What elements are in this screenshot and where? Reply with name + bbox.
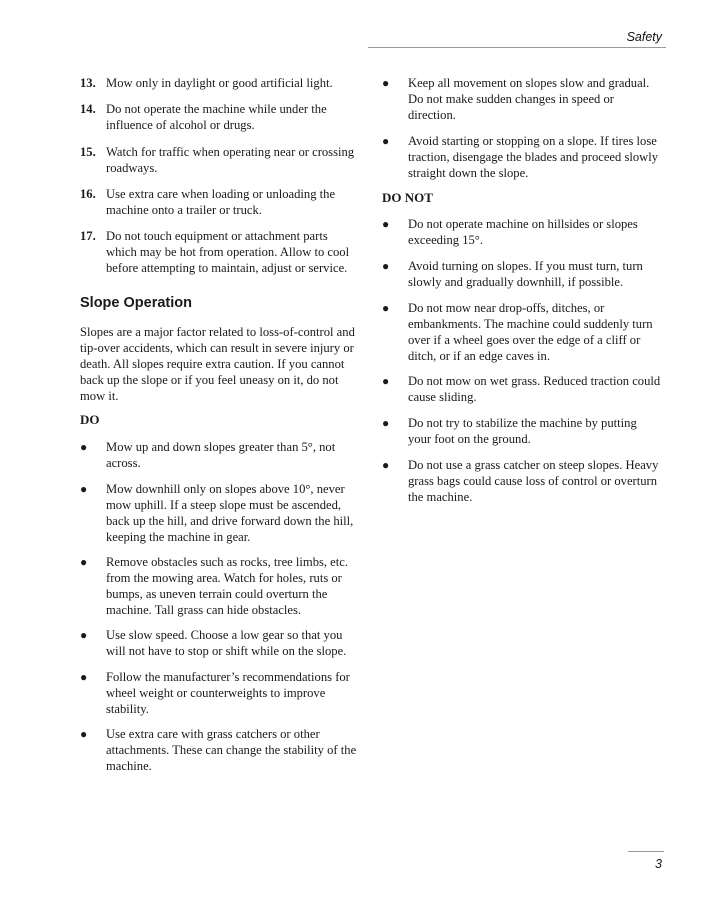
bullet-icon: ● xyxy=(80,727,88,741)
bullet-icon: ● xyxy=(382,374,390,388)
bullet-text: Mow downhill only on slopes above 10°, never mow uphill. If a steep slope must be ascended, back up the hill, and drive forward down the hill, keeping the machine in gear. xyxy=(106,482,354,544)
item-number: 16. xyxy=(80,187,96,201)
bullet-text: Use extra care with grass catchers or other attachments. These can change the stability of the machine. xyxy=(106,727,357,773)
page-number: 3 xyxy=(655,857,662,871)
footer-rule xyxy=(628,851,664,852)
item-text: Do not operate the machine while under the influence of alcohol or drugs. xyxy=(106,102,327,132)
do-item xyxy=(80,439,360,471)
do-item xyxy=(80,554,360,618)
bullet-text: Follow the manufacturer’s recommendations for wheel weight or counterweights to improve stability. xyxy=(106,670,350,716)
bullet-text: Use slow speed. Choose a low gear so that you will not have to stop or shift while on the slope. xyxy=(106,628,347,658)
numbered-item-14 xyxy=(80,101,360,133)
bullet-text: Do not mow on wet grass. Reduced traction could cause sliding. xyxy=(408,374,661,404)
bullet-text: Mow up and down slopes greater than 5°, not across. xyxy=(106,440,336,470)
do-item xyxy=(382,133,662,181)
bullet-icon: ● xyxy=(80,482,88,496)
do-not-item xyxy=(382,300,662,364)
item-number: 13. xyxy=(80,76,96,90)
item-number: 15. xyxy=(80,145,96,159)
bullet-icon: ● xyxy=(80,628,88,642)
bullet-text: Keep all movement on slopes slow and gradual. Do not make sudden changes in speed or direction. xyxy=(408,76,650,122)
numbered-item-17 xyxy=(80,228,360,276)
bullet-icon: ● xyxy=(80,440,88,454)
bullet-icon: ● xyxy=(382,458,390,472)
bullet-text: Do not operate machine on hillsides or slopes exceeding 15°. xyxy=(408,217,638,247)
item-text: Mow only in daylight or good artificial light. xyxy=(106,76,333,90)
do-not-item xyxy=(382,457,662,505)
do-item xyxy=(80,627,360,659)
bullet-text: Avoid starting or stopping on a slope. If tires lose traction, disengage the blades and proceed slowly straight down the slope. xyxy=(408,134,659,180)
do-not-item xyxy=(382,415,662,447)
numbered-item-15 xyxy=(80,144,360,176)
item-text: Use extra care when loading or unloading the machine onto a trailer or truck. xyxy=(106,187,336,217)
do-heading: DO xyxy=(80,412,100,427)
item-number: 14. xyxy=(80,102,96,116)
bullet-icon: ● xyxy=(382,416,390,430)
bullet-text: Remove obstacles such as rocks, tree limbs, etc. from the mowing area. Watch for holes, ruts or bumps, as uneven terrain could overturn the machine. Tall grass can hide obstacles. xyxy=(106,555,349,617)
slope-operation-heading: Slope Operation xyxy=(80,295,192,311)
do-item xyxy=(382,75,662,123)
numbered-item-13 xyxy=(80,75,360,91)
bullet-icon: ● xyxy=(382,301,390,315)
header-rule xyxy=(368,47,666,48)
do-not-item xyxy=(382,258,662,290)
bullet-icon: ● xyxy=(382,259,390,273)
item-text: Watch for traffic when operating near or crossing roadways. xyxy=(106,145,355,175)
bullet-icon: ● xyxy=(80,670,88,684)
item-number: 17. xyxy=(80,229,96,243)
slope-intro-paragraph: Slopes are a major factor related to loss-of-control and tip-over accidents, which can result in severe injury or death. All slopes require extra caution. If you cannot back up the slope or if you feel uneasy on it, do not mow it. xyxy=(80,325,355,403)
bullet-icon: ● xyxy=(382,217,390,231)
do-item xyxy=(80,726,360,774)
bullet-icon: ● xyxy=(382,76,390,90)
do-not-item xyxy=(382,216,662,248)
bullet-icon: ● xyxy=(382,134,390,148)
bullet-text: Do not mow near drop-offs, ditches, or embankments. The machine could suddenly turn over if a wheel goes over the edge of a cliff or ditch, or if an edge caves in. xyxy=(408,301,653,363)
section-title: Safety xyxy=(626,30,662,44)
bullet-text: Do not use a grass catcher on steep slopes. Heavy grass bags could cause loss of control or overturn the machine. xyxy=(408,458,659,504)
bullet-icon: ● xyxy=(80,555,88,569)
do-item xyxy=(80,481,360,545)
do-not-heading: DO NOT xyxy=(382,190,433,205)
item-text: Do not touch equipment or attachment parts which may be hot from operation. Allow to cool before attempting to maintain, adjust or service. xyxy=(106,229,350,275)
numbered-item-16 xyxy=(80,186,360,218)
do-item xyxy=(80,669,360,717)
bullet-text: Do not try to stabilize the machine by putting your foot on the ground. xyxy=(408,416,637,446)
bullet-text: Avoid turning on slopes. If you must turn, turn slowly and gradually downhill, if possible. xyxy=(408,259,643,289)
do-not-item xyxy=(382,373,662,405)
